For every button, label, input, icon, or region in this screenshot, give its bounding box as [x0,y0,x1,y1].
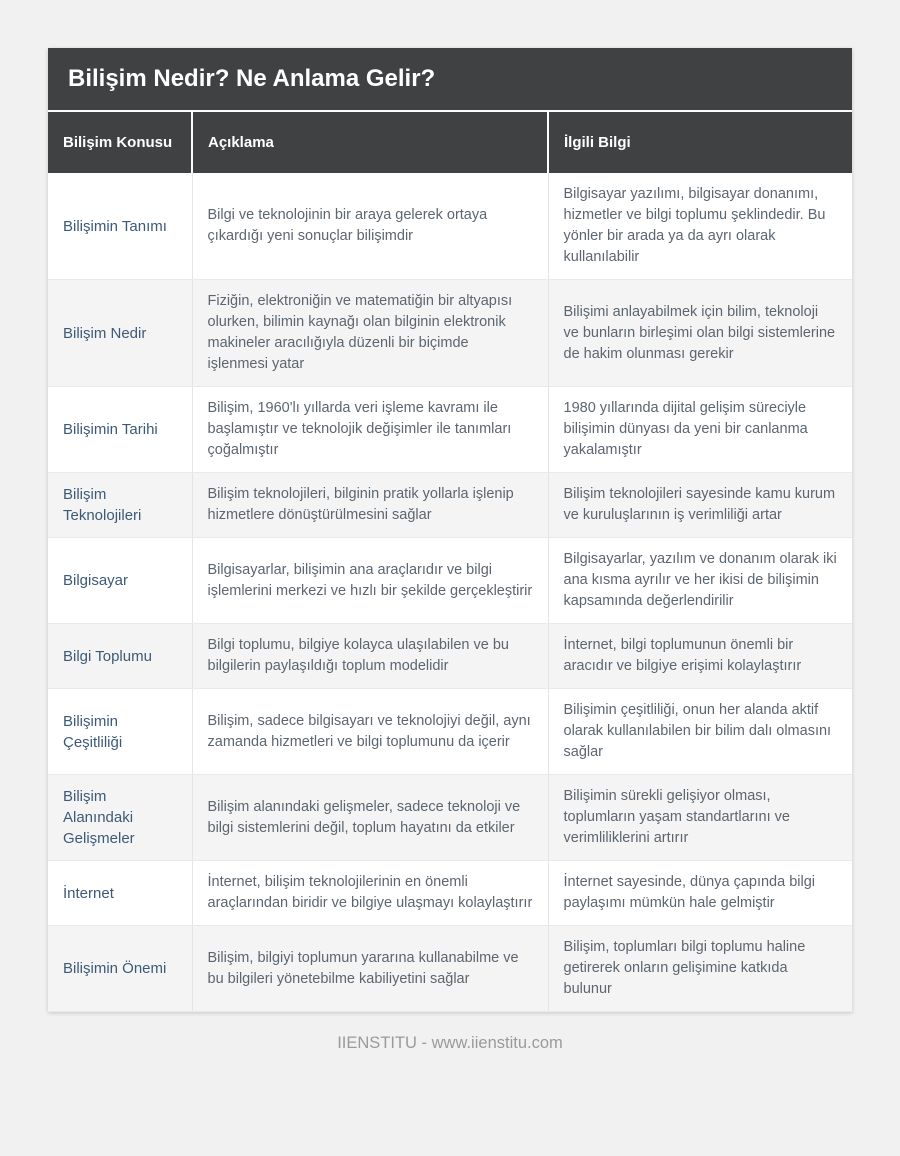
table-cell-description: Bilgi toplumu, bilgiye kolayca ulaşılabilen ve bu bilgilerin paylaşıldığı toplum modelidir [192,624,548,689]
table-cell-related: Bilişimi anlayabilmek için bilim, teknoloji ve bunların birleşimi olan bilgi sistemlerine de hakim olunması gerekir [548,280,852,387]
table-cell-description: Bilişim, bilgiyi toplumun yararına kullanabilme ve bu bilgileri yönetebilme kabiliyetini sağlar [192,926,548,1012]
table-cell-topic: Bilgisayar [48,538,192,624]
table-cell-description: Fiziğin, elektroniğin ve matematiğin bir altyapısı olurken, bilimin kaynağı olan bilginin elektronik makineler aracılığıyla düzenli bir biçimde işlenmesi yatar [192,280,548,387]
table-cell-related: Bilişimin çeşitliliği, onun her alanda aktif olarak kullanılabilen bir bilim dalı olmasını sağlar [548,689,852,775]
table-cell-topic: Bilişimin Tarihi [48,387,192,473]
table-cell-related: Bilgisayarlar, yazılım ve donanım olarak iki ana kısma ayrılır ve her ikisi de bilişimin kapsamında değerlendirilir [548,538,852,624]
table-cell-topic: İnternet [48,861,192,926]
table-row [48,624,852,689]
table-cell-topic: Bilişimin Tanımı [48,173,192,280]
page-title: Bilişim Nedir? Ne Anlama Gelir? [48,48,852,110]
info-table [48,110,852,1012]
table-cell-topic: Bilişim Alanındaki Gelişmeler [48,775,192,861]
table-body [48,173,852,1012]
table-row [48,861,852,926]
table-cell-description: Bilişim alanındaki gelişmeler, sadece teknoloji ve bilgi sistemlerini değil, toplum hayatını da etkiler [192,775,548,861]
table-cell-description: Bilgi ve teknolojinin bir araya gelerek ortaya çıkardığı yeni sonuçlar bilişimdir [192,173,548,280]
table-cell-topic: Bilişim Teknolojileri [48,473,192,538]
column-header-related: İlgili Bilgi [548,111,852,173]
table-cell-description: Bilişim, sadece bilgisayarı ve teknolojiyi değil, aynı zamanda hizmetleri ve bilgi toplumunu da içerir [192,689,548,775]
table-cell-description: Bilişim, 1960'lı yıllarda veri işleme kavramı ile başlamıştır ve teknolojik değişimler ile tanımları çoğalmıştır [192,387,548,473]
table-cell-topic: Bilişimin Önemi [48,926,192,1012]
column-header-topic: Bilişim Konusu [48,111,192,173]
column-header-description: Açıklama [192,111,548,173]
table-row [48,473,852,538]
table-cell-related: 1980 yıllarında dijital gelişim süreciyle bilişimin dünyası da yeni bir canlanma yakalamıştır [548,387,852,473]
table-cell-related: İnternet, bilgi toplumunun önemli bir aracıdır ve bilgiye erişimi kolaylaştırır [548,624,852,689]
table-cell-related: Bilgisayar yazılımı, bilgisayar donanımı, hizmetler ve bilgi toplumu şeklindedir. Bu yönler bir arada ya da ayrı olarak kullanılabilir [548,173,852,280]
table-row [48,775,852,861]
table-row [48,280,852,387]
table-row [48,538,852,624]
table-header-row [48,111,852,173]
table-header [48,111,852,173]
info-table-card [48,48,852,1012]
table-row [48,173,852,280]
table-row [48,689,852,775]
table-cell-topic: Bilişim Nedir [48,280,192,387]
table-row [48,926,852,1012]
table-cell-topic: Bilişimin Çeşitliliği [48,689,192,775]
footer-credit: IIENSTITU - www.iienstitu.com [337,1034,563,1052]
table-cell-related: Bilişim teknolojileri sayesinde kamu kurum ve kuruluşlarının iş verimliliği artar [548,473,852,538]
table-cell-description: Bilgisayarlar, bilişimin ana araçlarıdır ve bilgi işlemlerini merkezi ve hızlı bir şekilde gerçekleştirir [192,538,548,624]
table-cell-topic: Bilgi Toplumu [48,624,192,689]
table-cell-related: Bilişimin sürekli gelişiyor olması, toplumların yaşam standartlarını ve verimliliklerini artırır [548,775,852,861]
table-cell-related: Bilişim, toplumları bilgi toplumu haline getirerek onların gelişimine katkıda bulunur [548,926,852,1012]
table-row [48,387,852,473]
table-cell-related: İnternet sayesinde, dünya çapında bilgi paylaşımı mümkün hale gelmiştir [548,861,852,926]
table-cell-description: İnternet, bilişim teknolojilerinin en önemli araçlarından biridir ve bilgiye ulaşmayı kolaylaştırır [192,861,548,926]
table-cell-description: Bilişim teknolojileri, bilginin pratik yollarla işlenip hizmetlere dönüştürülmesini sağlar [192,473,548,538]
